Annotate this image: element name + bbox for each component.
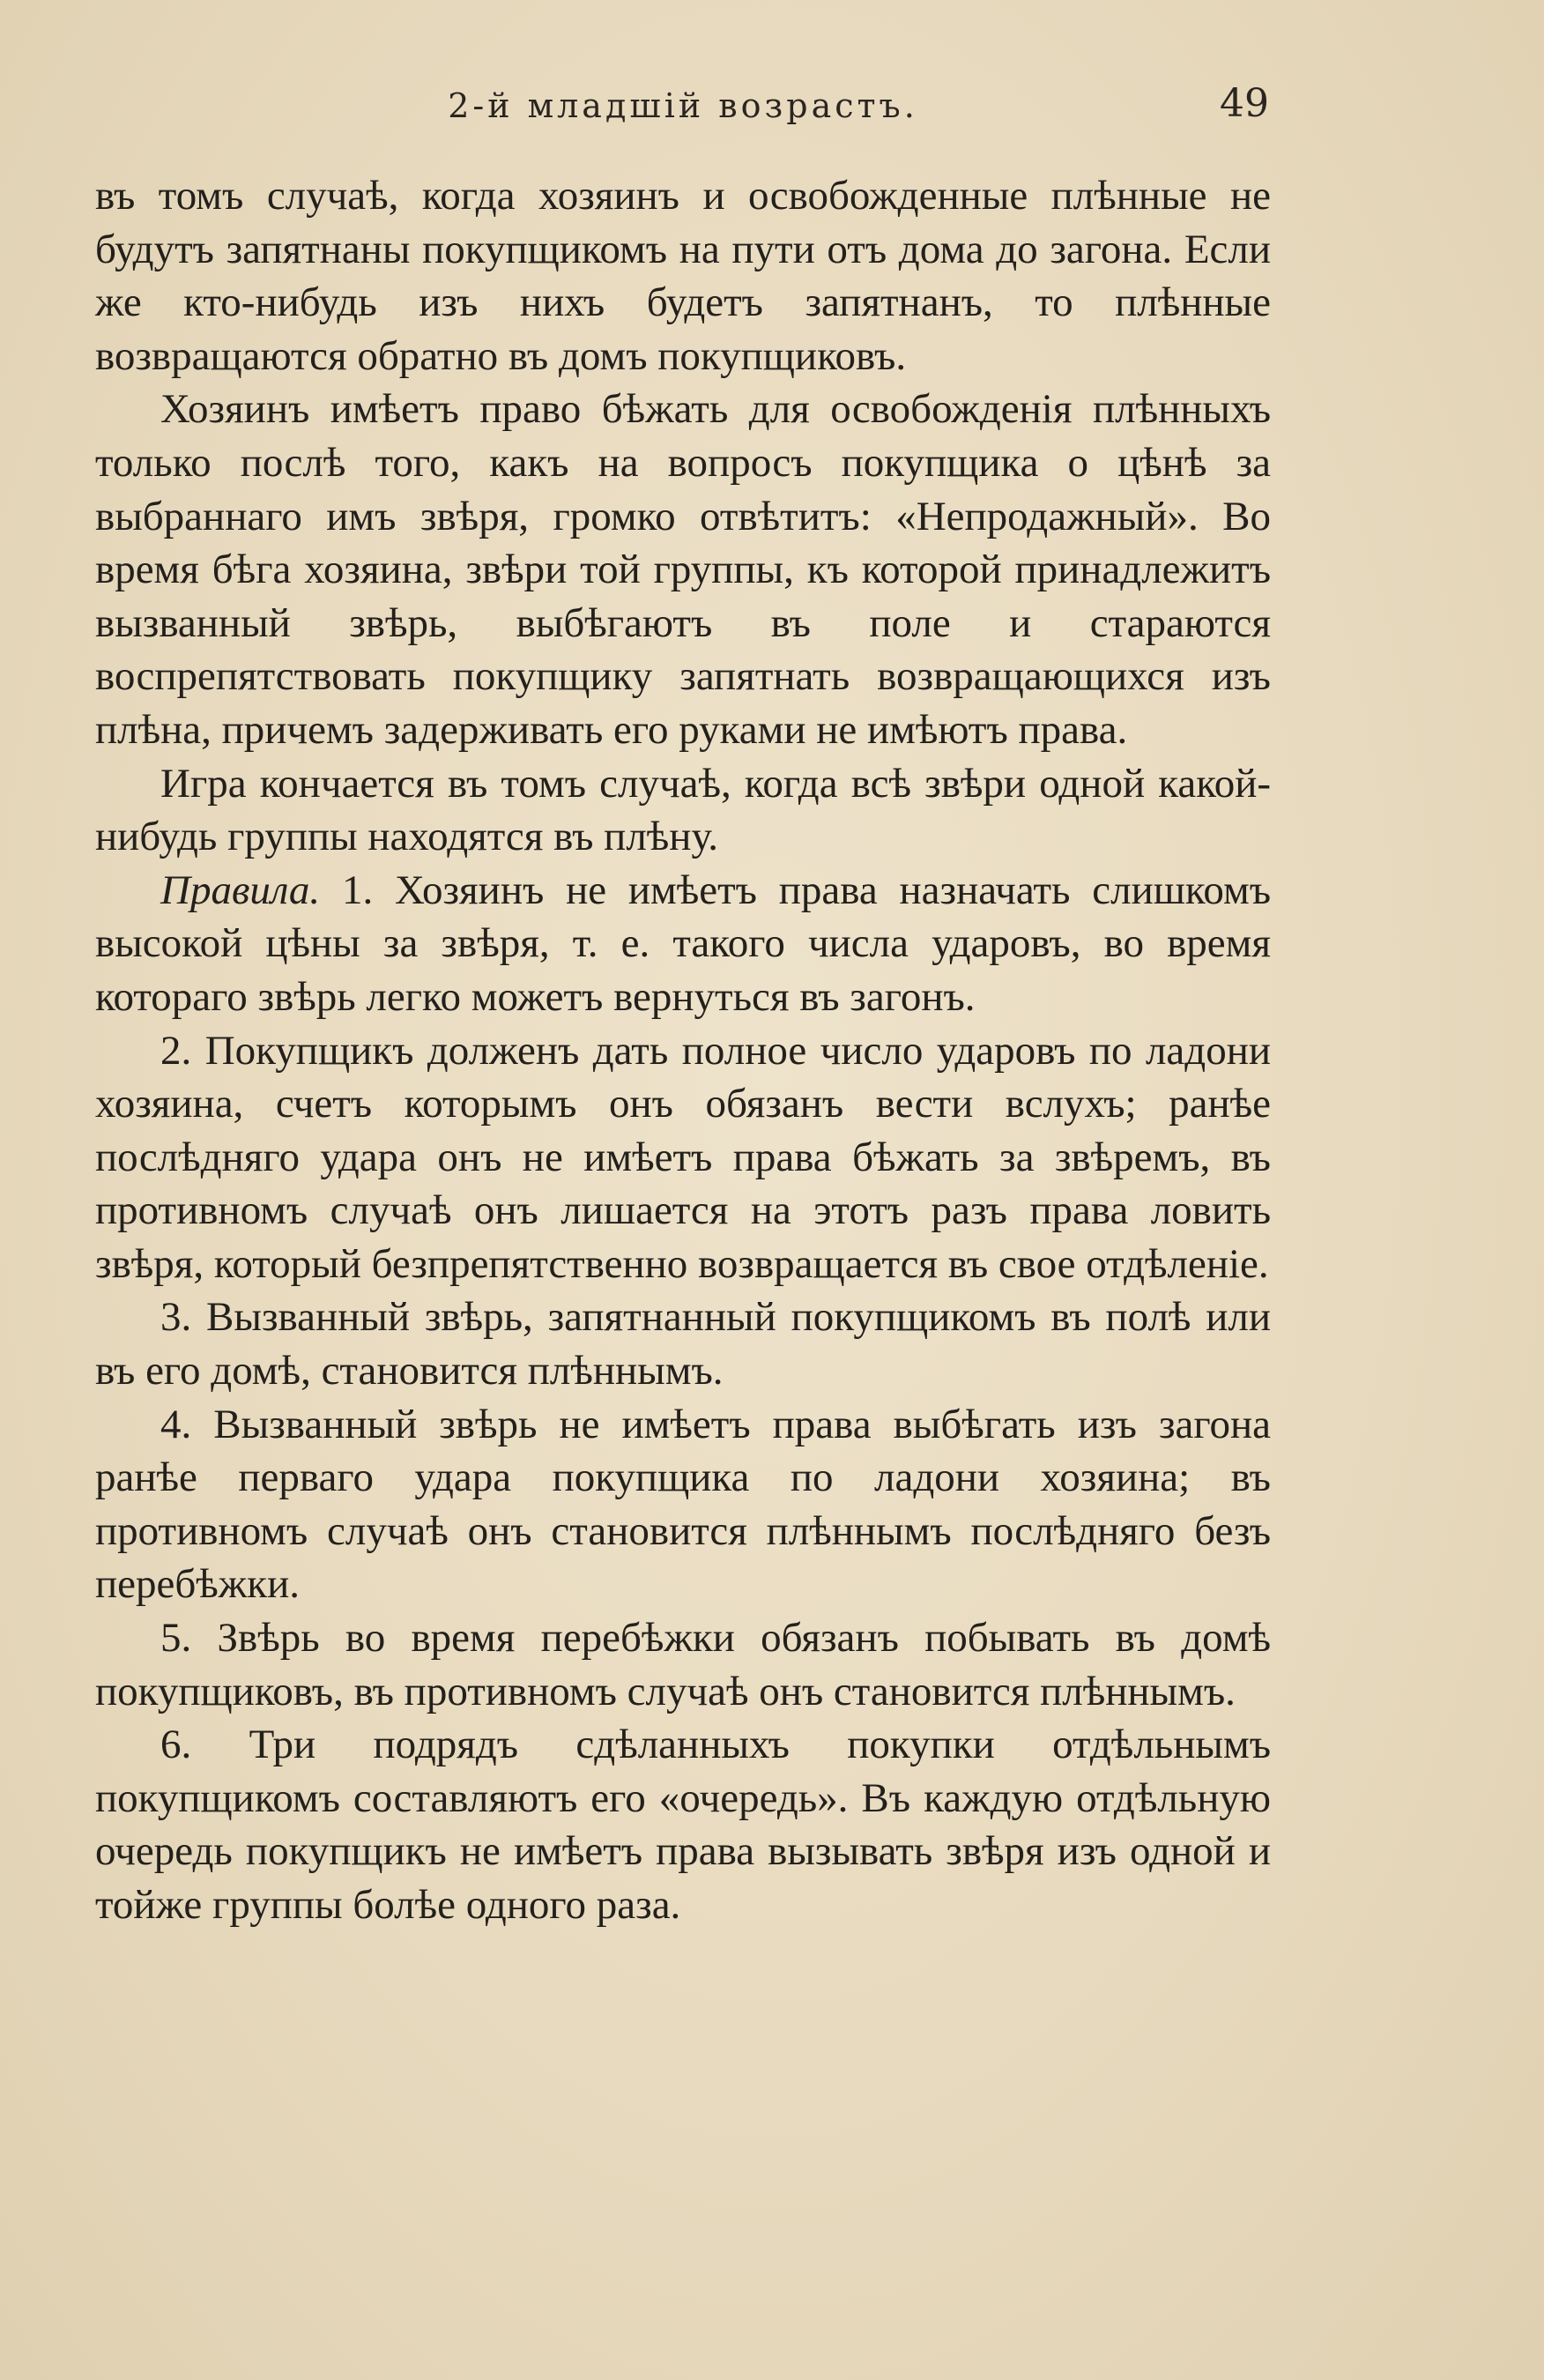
- rule-paragraph: 4. Вызванный звѣрь не имѣетъ права выбѣгать изъ загона ранѣе перваго удара покупщика по ладони хозяина; въ противномъ случаѣ онъ становится плѣннымъ послѣдняго безъ перебѣжки.: [95, 1401, 1271, 1608]
- paragraph: Игра кончается въ томъ случаѣ, когда всѣ звѣри одной какой-нибудь группы находятся въ плѣну.: [95, 760, 1271, 860]
- rule-paragraph: 3. Вызванный звѣрь, запятнанный покупщикомъ въ полѣ или въ его домѣ, становится плѣннымъ.: [95, 1294, 1271, 1395]
- rule-paragraph: [95, 864, 1271, 1024]
- paragraph-continuation: въ томъ случаѣ, когда хозяинъ и освобожденные плѣнные не будутъ запятнаны покупщикомъ на пути отъ дома до загона. Если же кто-нибудь изъ нихъ будетъ запятнанъ, то плѣнные возвращаются обратно въ домъ покупщиковъ.: [95, 173, 1271, 379]
- rules-heading: Правила.: [160, 866, 321, 913]
- rule-text: 1. Хозяинъ не имѣетъ права назначать слишкомъ высокой цѣны за звѣря, т. е. такого числа ударовъ, во время котораго звѣрь легко можетъ вернуться въ загонъ.: [95, 866, 1272, 1020]
- main-text: [95, 169, 1271, 1932]
- page-number: 49: [1220, 81, 1269, 126]
- running-header: [97, 81, 1269, 134]
- rule-paragraph: 2. Покупщикъ долженъ дать полное число ударовъ по ладони хозяина, счетъ которымъ онъ обязанъ вести вслухъ; ранѣе послѣдняго удара онъ не имѣетъ права бѣжать за звѣремъ, въ противномъ случаѣ онъ лишается на этотъ разъ права ловить звѣря, который безпрепятственно возвращается въ свое отдѣленіе.: [95, 1027, 1271, 1287]
- rule-paragraph: 6. Три подрядъ сдѣланныхъ покупки отдѣльнымъ покупщикомъ составляютъ его «очередь». Въ каждую отдѣльную очередь покупщикъ не имѣетъ права вызывать звѣря изъ одной и тойже группы болѣе одного раза.: [95, 1722, 1271, 1928]
- rule-paragraph: 5. Звѣрь во время перебѣжки обязанъ побывать въ домѣ покупщиковъ, въ противномъ случаѣ онъ становится плѣннымъ.: [95, 1615, 1271, 1714]
- running-title: 2-й младшій возрастъ.: [448, 86, 918, 125]
- paragraph: Хозяинъ имѣетъ право бѣжать для освобожденія плѣнныхъ только послѣ того, какъ на вопросъ покупщика о цѣнѣ за выбраннаго имъ звѣря, громко отвѣтитъ: «Непродажный». Во время бѣга хозяина, звѣри той группы, къ которой принадлежитъ вызванный звѣрь, выбѣгаютъ въ поле и стараются воспрепятствовать покупщику запятнать возвращающихся изъ плѣна, причемъ задерживать его руками не имѣютъ права.: [95, 386, 1271, 753]
